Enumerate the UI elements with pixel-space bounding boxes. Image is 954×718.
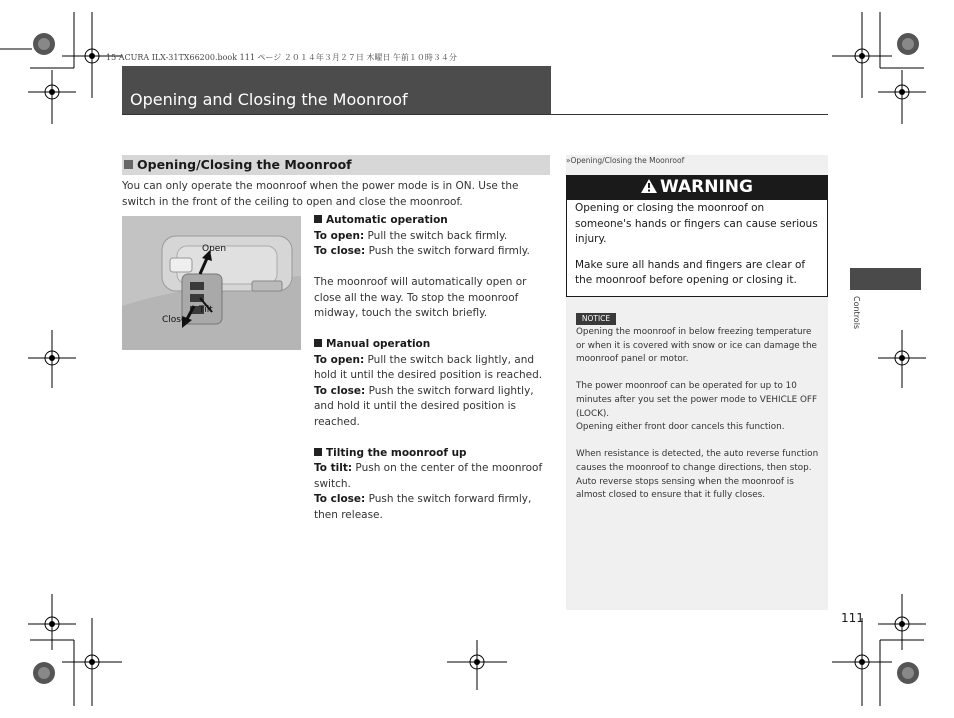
tilting-tilt-text: Push on the center of the moonroof switch.	[314, 462, 543, 490]
label-to-tilt: To tilt:	[314, 462, 353, 474]
intro-text: You can only operate the moonroof when the power mode is in ON. Use the switch in the front of the ceiling to open and close the moonroof.	[122, 180, 519, 208]
tilting-close-text: Push the switch forward firmly, then release.	[314, 493, 532, 521]
page-title: Opening and Closing the Moonroof	[130, 90, 408, 109]
subsection-tilting	[314, 446, 554, 462]
warning-triangle-icon	[641, 179, 657, 193]
automatic-close	[314, 244, 554, 260]
moonroof-switch-figure	[122, 216, 301, 350]
automatic-heading: Automatic operation	[326, 214, 448, 226]
sidebar-paragraph-2: Opening either front door cancels this function.	[576, 422, 785, 433]
tilting-tilt	[314, 461, 554, 492]
tilting-close	[314, 492, 554, 523]
label-to-close: To close:	[314, 384, 366, 397]
sidebar-paragraph-1: The power moonroof can be operated for up to 10 minutes after you set the power mode to VEHICLE OFF (LOCK).	[576, 381, 818, 419]
manual-close-text: Push the switch forward lightly, and hold it until the desired position is reached.	[314, 384, 534, 428]
label-to-close: To close:	[314, 245, 366, 257]
warning-title	[566, 175, 828, 199]
automatic-close-text: Push the switch forward firmly.	[368, 245, 530, 257]
title-rule	[122, 114, 828, 115]
square-marker	[314, 339, 322, 347]
section-marker	[124, 160, 133, 169]
sidebar-paragraph-3: When resistance is detected, the auto reverse function causes the moonroof to change directions, then stop. Auto reverse stops sensing when the moonroof is almost closed to ensure that it fully closes.	[576, 449, 819, 501]
sidebar-notes	[576, 326, 821, 503]
section-title: Opening/Closing the Moonroof	[137, 157, 352, 172]
manual-open-text: Pull the switch back lightly, and hold it until the desired position is reached.	[314, 353, 543, 381]
warning-title-text: WARNING	[660, 177, 753, 197]
sidebar-reference	[566, 156, 684, 165]
warning-paragraph-1: Opening or closing the moonroof on someone's hands or fingers can cause serious injury.	[575, 202, 818, 245]
chapter-tab-label: Controls	[852, 296, 861, 330]
instructions-column	[314, 213, 554, 523]
sidebar-reference-text: Opening/Closing the Moonroof	[570, 156, 685, 165]
subsection-automatic	[314, 213, 554, 229]
label-to-close: To close:	[314, 493, 366, 505]
automatic-open-text: Pull the switch back firmly.	[367, 229, 508, 242]
square-marker	[314, 448, 322, 456]
warning-text	[575, 201, 823, 289]
chapter-tab	[850, 268, 921, 290]
square-marker	[314, 215, 322, 223]
switch-illustration	[122, 216, 301, 350]
automatic-open	[314, 229, 554, 245]
manual-heading: Manual operation	[326, 338, 431, 350]
subsection-manual	[314, 337, 554, 353]
print-header: 15 ACURA ILX-31TX66200.book 111 ページ ２０１４年３月２７日 木曜日 午前１０時３４分	[106, 53, 457, 62]
manual-open	[314, 353, 554, 384]
label-to-open: To open:	[314, 229, 365, 242]
reference-arrow-icon: »	[566, 156, 571, 165]
manual-close	[314, 384, 554, 431]
figure-label-close: Close	[162, 315, 187, 325]
page-number: 111	[841, 611, 864, 625]
label-to-open: To open:	[314, 353, 365, 366]
warning-paragraph-2: Make sure all hands and fingers are clear of the moonroof before opening or closing it.	[575, 258, 806, 286]
notice-text: Opening the moonroof in below freezing temperature or when it is covered with snow or ice can damage the moonroof panel or motor.	[576, 327, 817, 365]
automatic-note: The moonroof will automatically open or close all the way. To stop the moonroof midway, touch the switch briefly.	[314, 276, 527, 319]
figure-label-open: Open	[202, 244, 227, 254]
tilting-heading: Tilting the moonroof up	[326, 446, 467, 459]
figure-label-tilt: Tilt	[199, 305, 213, 315]
notice-badge: NOTICE	[576, 313, 616, 325]
